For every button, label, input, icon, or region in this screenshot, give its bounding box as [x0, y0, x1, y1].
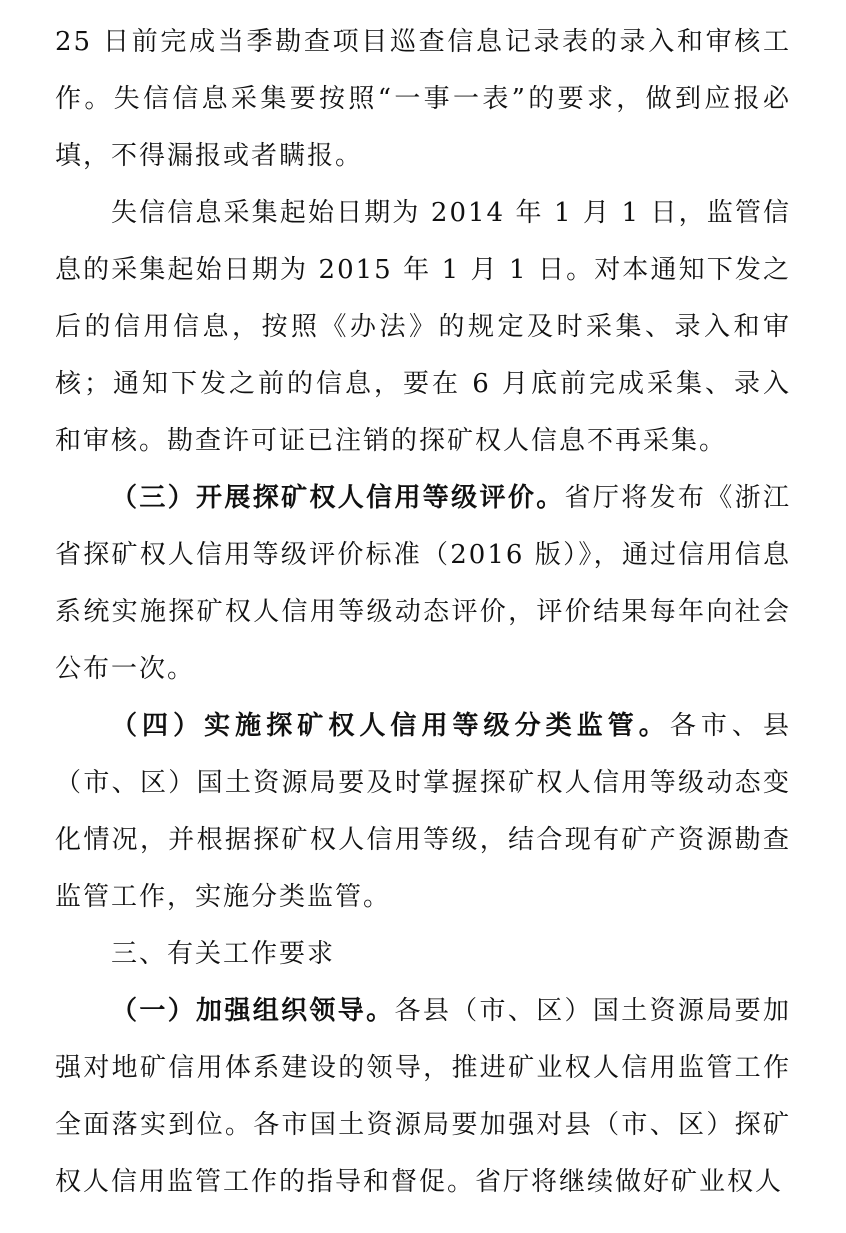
section-heading: 三、有关工作要求 — [111, 939, 336, 969]
paragraph-text: 省厅将发布《浙江省探矿权人信用等级评价标准（2016 版）》，通过信用信息系统实施探矿权人信用等级动态评价，评价结果每年向社会公布一次。 — [55, 483, 791, 684]
paragraph-text: 各市、县（市、区）国土资源局要及时掌握探矿权人信用等级动态变化情况，并根据探矿权人信用等级，结合现有矿产资源勘查监管工作，实施分类监管。 — [55, 711, 791, 912]
paragraph-classified-supervision — [55, 698, 791, 926]
paragraph-text: 失信信息采集起始日期为 2014 年 1 月 1 日，监管信息的采集起始日期为 2015 年 1 月 1 日。对本通知下发之后的信用信息，按照《办法》的规定及时采集、录入和审核；通知下发之前的信息，要在 6 月底前完成采集、录入和审核。勘查许可证已注销的探矿权人信息不再采集。 — [55, 198, 791, 456]
paragraph-continuation — [55, 14, 791, 185]
paragraph-credit-rating-evaluation — [55, 470, 791, 698]
paragraph-collection-dates — [55, 185, 791, 470]
paragraph-lead: （三）开展探矿权人信用等级评价。 — [111, 483, 565, 513]
paragraph-organization-leadership — [55, 983, 791, 1211]
paragraph-lead: （一）加强组织领导。 — [111, 996, 395, 1026]
paragraph-text: 25 日前完成当季勘查项目巡查信息记录表的录入和审核工作。失信信息采集要按照“一事一表”的要求，做到应报必填，不得漏报或者瞒报。 — [55, 27, 791, 171]
paragraph-lead: （四）实施探矿权人信用等级分类监管。 — [111, 711, 670, 741]
paragraph-text: 各县（市、区）国土资源局要加强对地矿信用体系建设的领导，推进矿业权人信用监管工作全面落实到位。各市国土资源局要加强对县（市、区）探矿权人信用监管工作的指导和督促。省厅将继续做好矿业权人 — [55, 996, 791, 1197]
